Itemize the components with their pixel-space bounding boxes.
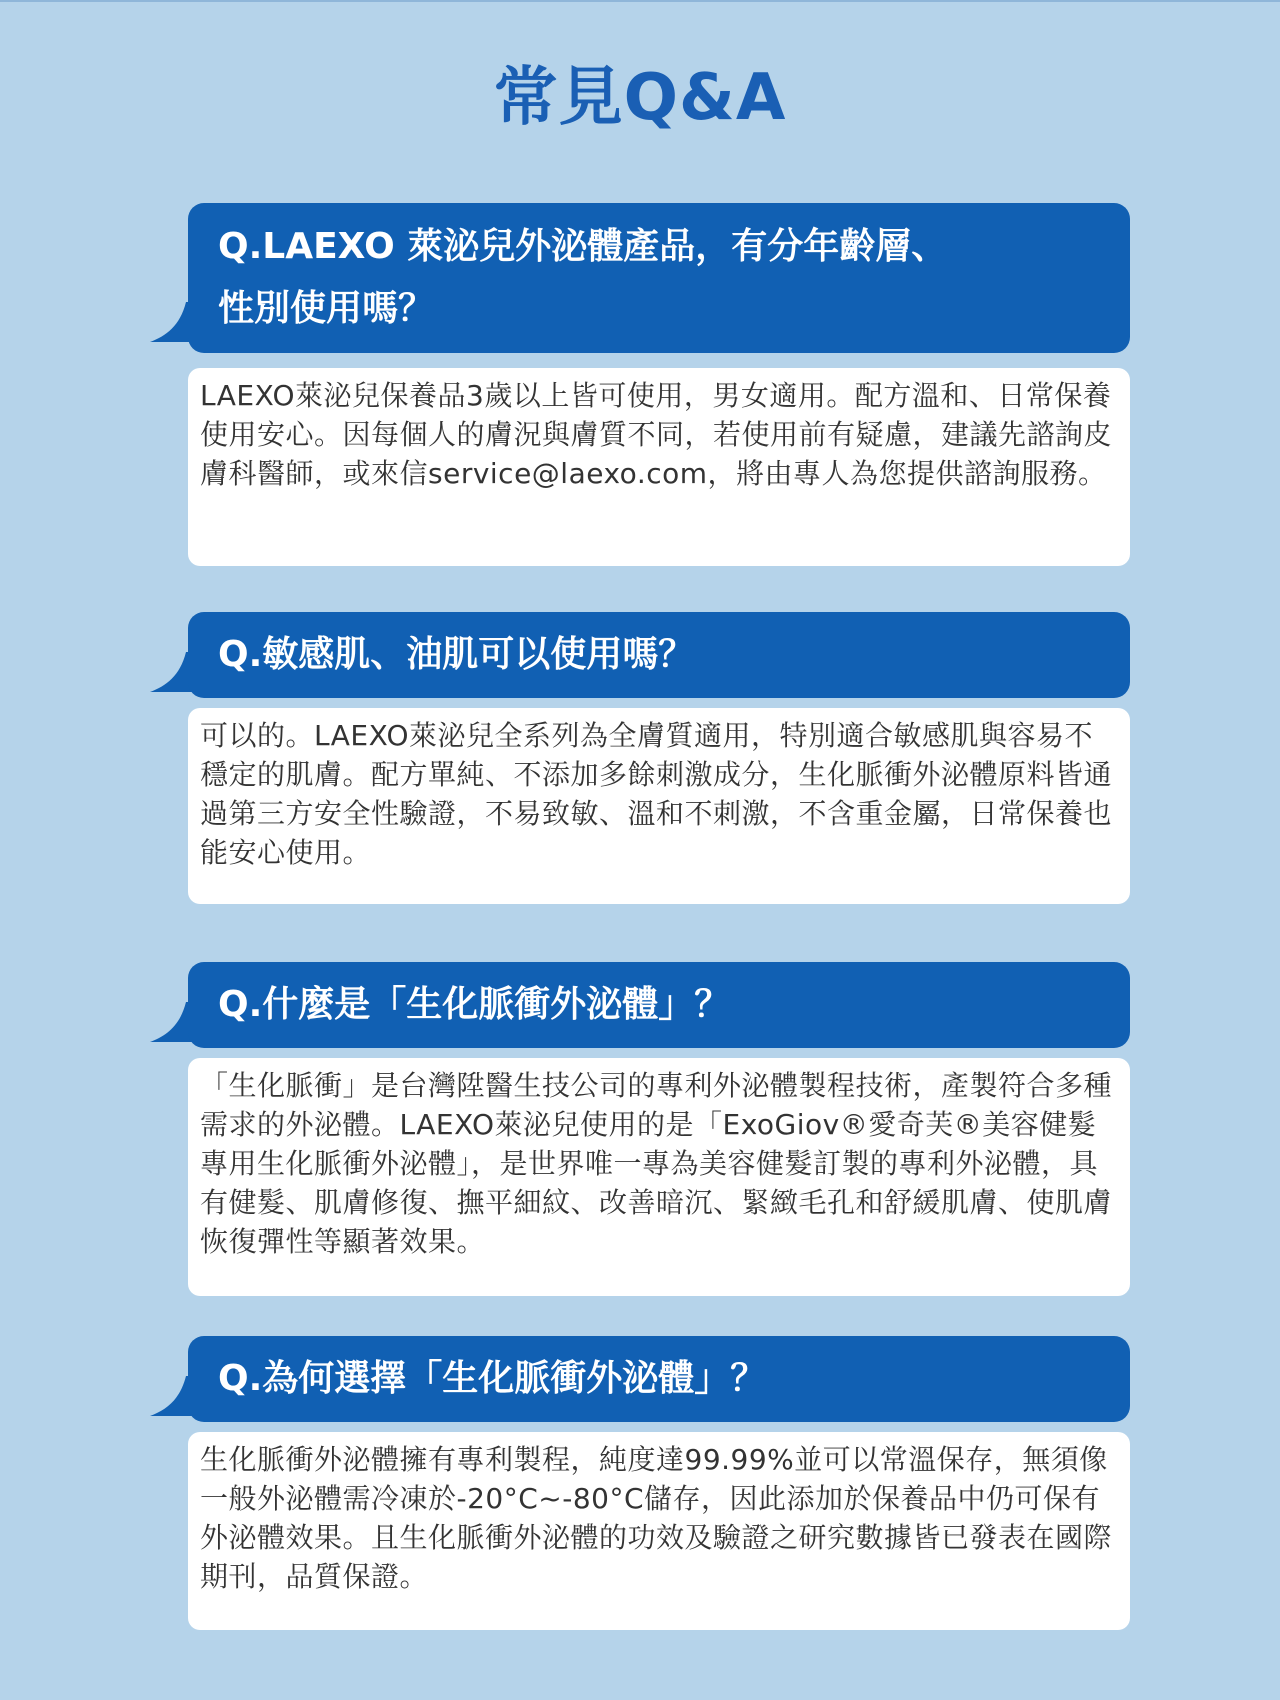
- answer-text: 「生化脈衝」是台灣陞醫生技公司的專利外泌體製程技術，產製符合多種需求的外泌體。LAEXO萊泌兒使用的是「ExoGiov®愛奇芙®美容健髮專用生化脈衝外泌體」，是世界唯一專為美容健髮訂製的專利外泌體，具有健髮、肌膚修復、撫平細紋、改善暗沉、緊緻毛孔和舒緩肌膚、使肌膚恢復彈性等顯著效果。: [200, 1069, 1113, 1258]
- question-text: Q.敏感肌、油肌可以使用嗎？: [218, 634, 695, 675]
- top-border: [0, 0, 1280, 2]
- question-bubble: [188, 612, 1130, 698]
- question-text: Q.為何選擇「生化脈衝外泌體」？: [218, 1358, 767, 1399]
- answer-card: [188, 1058, 1130, 1296]
- question-bubble: [188, 1336, 1130, 1422]
- answer-text: LAEXO萊泌兒保養品3歲以上皆可使用，男女適用。配方溫和、日常保養使用安心。因每個人的膚況與膚質不同，若使用前有疑慮，建議先諮詢皮膚科醫師，或來信service@laexo.com，將由專人為您提供諮詢服務。: [200, 379, 1113, 490]
- answer-text: 生化脈衝外泌體擁有專利製程，純度達99.99%並可以常溫保存，無須像一般外泌體需冷凍於-20°C~-80°C儲存，因此添加於保養品中仍可保有外泌體效果。且生化脈衝外泌體的功效及驗證之研究數據皆已發表在國際期刊，品質保證。: [200, 1443, 1113, 1593]
- question-bubble: [188, 203, 1130, 353]
- question-text: Q.LAEXO 萊泌兒外泌體產品，有分年齡層、 性別使用嗎？: [218, 226, 948, 329]
- answer-text: 可以的。LAEXO萊泌兒全系列為全膚質適用，特別適合敏感肌與容易不穩定的肌膚。配方單純、不添加多餘刺激成分，生化脈衝外泌體原料皆通過第三方安全性驗證，不易致敏、溫和不刺激，不含重金屬，日常保養也能安心使用。: [200, 719, 1113, 869]
- question-text: Q.什麼是「生化脈衝外泌體」？: [218, 984, 731, 1025]
- answer-card: [188, 368, 1130, 566]
- answer-card: [188, 1432, 1130, 1630]
- answer-card: [188, 708, 1130, 904]
- question-bubble: [188, 962, 1130, 1048]
- page-title: 常見Q&A: [493, 61, 787, 135]
